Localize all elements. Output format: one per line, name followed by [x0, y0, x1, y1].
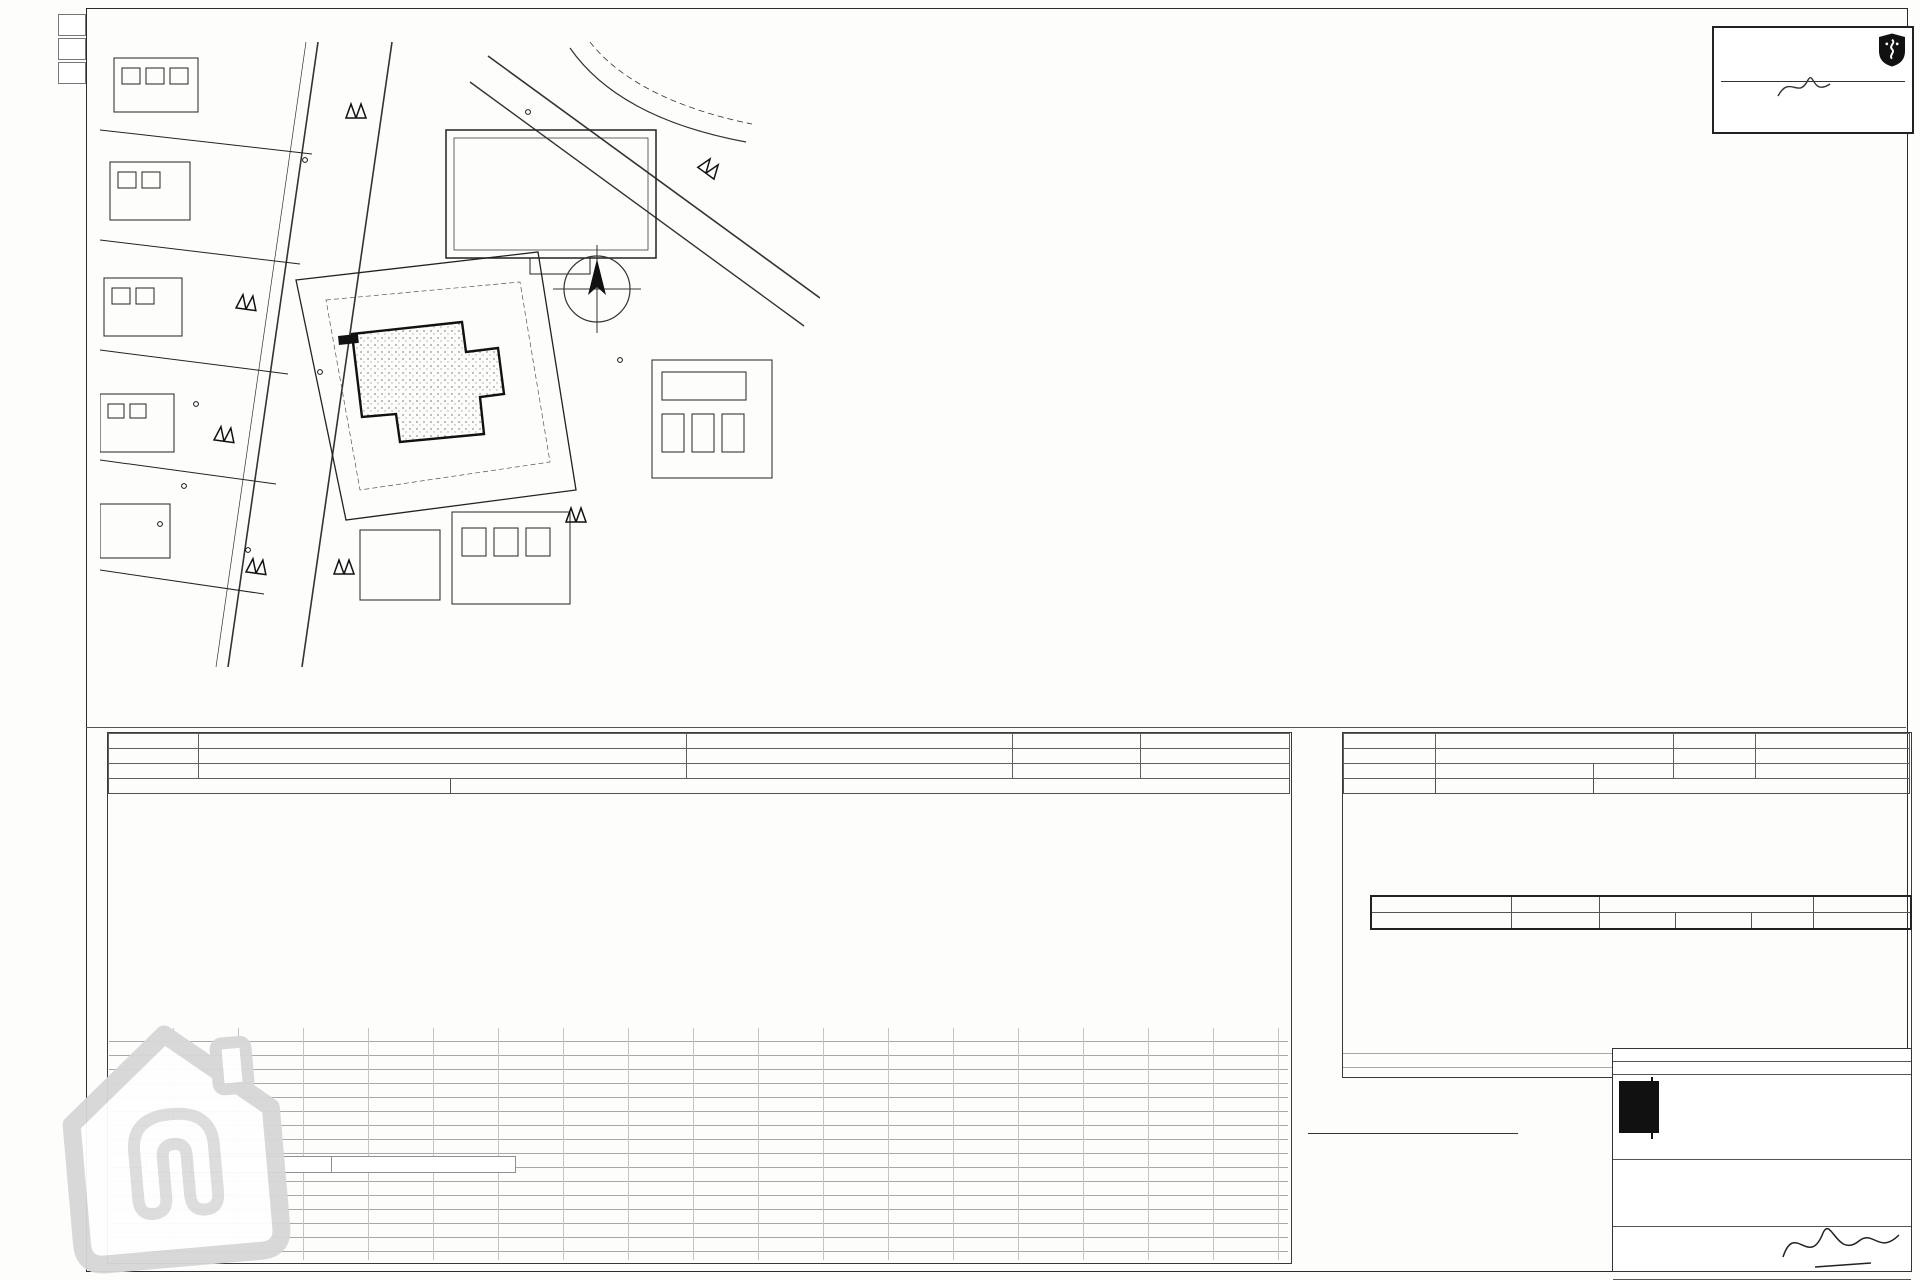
divider-line — [86, 727, 1906, 728]
table-meta — [1344, 734, 1910, 779]
technical-column — [1238, 205, 1550, 221]
margin-tick — [58, 14, 86, 36]
site-plan — [100, 42, 820, 667]
coat-of-arms-icon — [1879, 33, 1905, 67]
gross-row-total — [1308, 1133, 1518, 1140]
house-footprint — [352, 322, 504, 442]
table-band — [1344, 779, 1910, 794]
approval-stamp — [1712, 26, 1914, 134]
stamp-signature-icon — [1772, 70, 1842, 104]
table-meta — [109, 734, 1290, 779]
summary-table — [1370, 895, 1912, 930]
gross-sizes-block — [1308, 1105, 1518, 1162]
ruled-grid-vertical — [109, 1028, 1288, 1260]
registration-table — [108, 733, 1290, 794]
signature-icon — [1775, 1213, 1905, 1271]
glora-logo-icon — [1619, 1081, 1659, 1133]
neighbour-lots-left — [100, 58, 312, 594]
ownership-header — [147, 1157, 516, 1173]
margin-tick — [58, 38, 86, 60]
ownership-table — [146, 1156, 516, 1173]
designer-info — [1677, 1083, 1763, 1153]
title-block — [1612, 1048, 1912, 1272]
road-bergas — [470, 42, 820, 326]
registration-table-right — [1343, 733, 1910, 794]
building-description-column — [885, 172, 1215, 194]
fire-safety-column — [1602, 316, 1908, 342]
table-band — [109, 779, 1290, 794]
margin-tick — [58, 62, 86, 84]
neighbour-lot-top — [446, 130, 656, 274]
summary-header — [1371, 896, 1911, 929]
subject-lot — [296, 252, 576, 520]
